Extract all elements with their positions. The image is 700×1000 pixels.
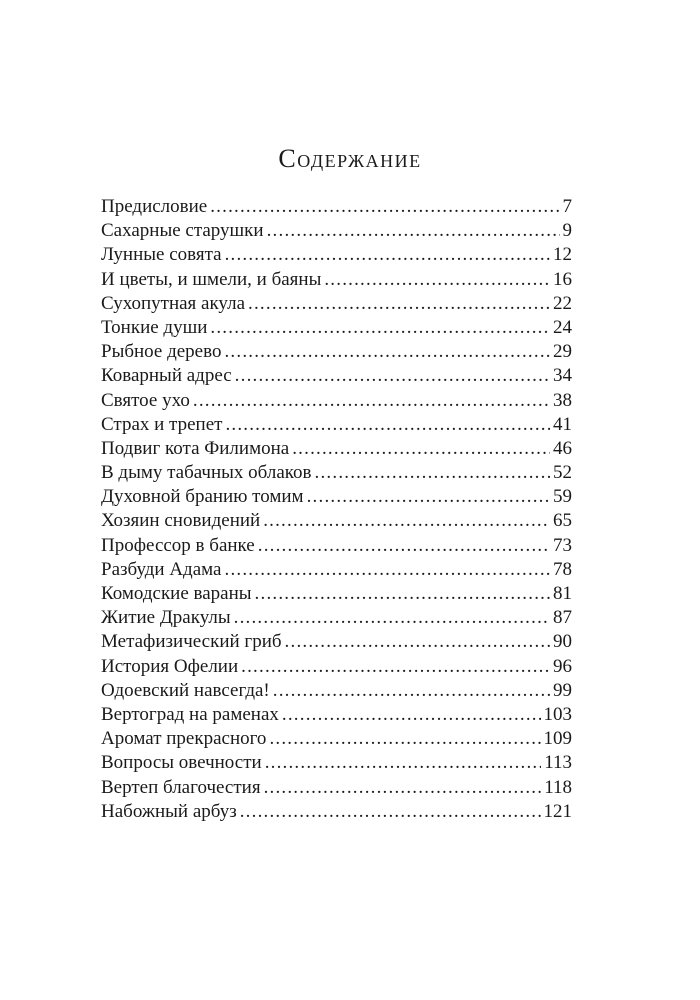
entry-title: Комодские вараны: [101, 583, 252, 604]
toc-entry: [101, 679, 572, 703]
entry-title: Житие Дракулы: [101, 607, 231, 629]
entry-page-number: 41: [553, 413, 572, 435]
entry-title: Аромат прекрасного: [101, 728, 267, 750]
entry-page-number: 16: [553, 268, 572, 290]
entry-title: Рыбное дерево: [101, 341, 222, 363]
entry-page-number: 38: [553, 389, 572, 411]
entry-page-number: 99: [553, 679, 572, 701]
dot-leader: [225, 243, 550, 267]
entry-title: Набожный арбуз: [101, 800, 237, 822]
entry-title: И цветы, и шмели, и баяны: [101, 268, 322, 290]
toc-entry: [101, 582, 572, 606]
toc-entry: [101, 485, 572, 509]
page-title: Содержание: [278, 144, 422, 173]
table-of-contents: [101, 195, 572, 824]
entry-title: Вопросы овечности: [101, 752, 262, 774]
toc-entry: [101, 606, 572, 630]
dot-leader: [210, 316, 550, 340]
dot-leader: [224, 340, 550, 364]
toc-entry: [101, 461, 572, 485]
entry-title: Тонкие души: [101, 316, 208, 338]
toc-entry: [101, 195, 572, 219]
entry-page-number: 9: [562, 220, 572, 242]
dot-leader: [241, 655, 550, 679]
entry-title: Сухопутная акула: [101, 292, 246, 314]
dot-leader: [235, 364, 550, 388]
toc-entry: [101, 340, 572, 364]
entry-title: Подвиг кота Филимона: [101, 437, 290, 459]
entry-title: Лунные совята: [101, 244, 222, 266]
entry-page-number: 90: [553, 631, 572, 653]
entry-title: Сахарные старушки: [101, 220, 264, 242]
dot-leader: [210, 195, 559, 219]
entry-page-number: 73: [553, 534, 572, 556]
entry-title: Святое ухо: [101, 389, 190, 411]
toc-entry: [101, 630, 572, 654]
entry-page-number: 65: [553, 510, 572, 532]
entry-page-number: 103: [543, 703, 572, 725]
toc-entry: [101, 655, 572, 679]
dot-leader: [248, 292, 550, 316]
dot-leader: [264, 776, 542, 800]
toc-entry: [101, 727, 572, 751]
toc-entry: [101, 776, 572, 800]
entry-page-number: 96: [553, 655, 572, 677]
entry-page-number: 34: [553, 365, 572, 387]
dot-leader: [255, 582, 550, 606]
toc-entry: [101, 558, 572, 582]
dot-leader: [282, 703, 541, 727]
entry-title: Страх и трепет: [101, 413, 223, 435]
dot-leader: [225, 413, 550, 437]
toc-entry: [101, 389, 572, 413]
entry-page-number: 12: [553, 244, 572, 266]
dot-leader: [263, 509, 550, 533]
dot-leader: [258, 534, 550, 558]
entry-page-number: 7: [562, 196, 572, 217]
entry-title: Коварный адрес: [101, 365, 232, 387]
toc-entry: [101, 509, 572, 533]
dot-leader: [307, 485, 550, 509]
toc-entry: [101, 534, 572, 558]
entry-page-number: 113: [544, 752, 572, 774]
entry-page-number: 87: [553, 607, 572, 629]
toc-entry: [101, 800, 572, 824]
dot-leader: [285, 630, 550, 654]
dot-leader: [240, 800, 541, 824]
dot-leader: [273, 679, 550, 703]
entry-page-number: 81: [553, 583, 572, 604]
entry-page-number: 109: [543, 728, 572, 750]
entry-page-number: 24: [553, 316, 572, 338]
toc-entry: [101, 219, 572, 243]
toc-entry: [101, 243, 572, 267]
entry-title: Одоевский навсегда!: [101, 679, 270, 701]
toc-entry: [101, 268, 572, 292]
dot-leader: [193, 389, 550, 413]
toc-entry: [101, 703, 572, 727]
entry-page-number: 59: [553, 486, 572, 508]
toc-entry: [101, 292, 572, 316]
dot-leader: [225, 558, 551, 582]
entry-page-number: 78: [553, 558, 572, 580]
dot-leader: [315, 461, 550, 485]
entry-title: Профессор в банке: [101, 534, 255, 556]
entry-title: Хозяин сновидений: [101, 510, 261, 532]
toc-entry: [101, 751, 572, 775]
entry-title: В дыму табачных облаков: [101, 462, 312, 484]
dot-leader: [265, 751, 542, 775]
dot-leader: [292, 437, 550, 461]
toc-entry: [101, 316, 572, 340]
entry-title: Духовной бранию томим: [101, 486, 304, 508]
entry-page-number: 52: [553, 462, 572, 484]
entry-page-number: 22: [553, 292, 572, 314]
entry-page-number: 118: [544, 776, 572, 798]
dot-leader: [324, 268, 550, 292]
entry-page-number: 121: [543, 800, 572, 822]
entry-page-number: 46: [553, 437, 572, 459]
toc-entry: [101, 364, 572, 388]
entry-title: Метафизический гриб: [101, 631, 282, 653]
entry-title: История Офелии: [101, 655, 239, 677]
entry-title: Вертоград на раменах: [101, 703, 279, 725]
entry-title: Предисловие: [101, 196, 208, 217]
dot-leader: [234, 606, 550, 630]
entry-page-number: 29: [553, 341, 572, 363]
dot-leader: [269, 727, 540, 751]
dot-leader: [267, 219, 560, 243]
toc-entry: [101, 413, 572, 437]
entry-title: Вертеп благочестия: [101, 776, 261, 798]
toc-entry: [101, 437, 572, 461]
entry-title: Разбуди Адама: [101, 558, 222, 580]
